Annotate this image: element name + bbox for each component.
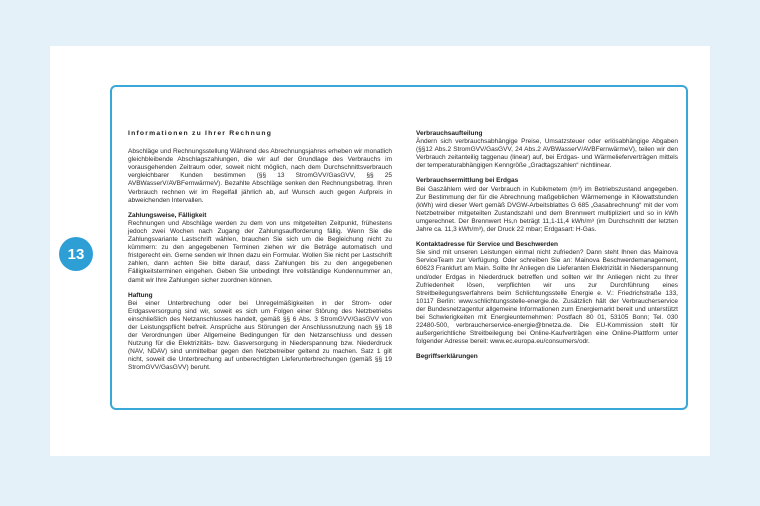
section-begriffserklaerungen [416, 353, 678, 361]
section-heading: Verbrauchsaufteilung [416, 130, 483, 137]
section-body: Ändern sich verbrauchsabhängige Preise, Umsatzsteuer oder erlösabhängige Abgaben (§§12 Abs.2 StromGVV/GasGVV, 24 Abs.2 AVBWasserV/AVBFernwärmeV), teilen wir den Verbrauch zeitanteilig taggenau (linear) auf, bei Erdgas- und Wärmelieferverträgen mittels der temperaturabhängigen Kenngröße „Gradtagszahlen“ nichtlinear. [416, 138, 678, 170]
section-heading: Verbrauchsermittlung bei Erdgas [416, 177, 519, 185]
section-haftung [128, 292, 392, 373]
section-heading: Haftung [128, 291, 153, 299]
section-body: Rechnungen und Abschläge werden zu dem von uns mitgeteilten Zeitpunkt, frühestens jedoch zwei Wochen nach Zugang der Zahlungsaufforderung fällig. Wenn Sie die Zahlungsvariante Lastschrift wählen, brauchen Sie sich um die Begleichung nicht zu kümmern: zu den angegebenen Terminen ziehen wir die Beträge automatisch und fristgerecht ein. Gerne senden wir Ihnen dazu ein Formular. Wollen Sie nicht per Lastschrift zahlen, dann achten Sie bitte darauf, dass Zahlungen bis zu den angegebenen Fälligkeitsterminen eingehen. Geben Sie unbedingt Ihre vollständige Kundennummer an, damit wir Ihre Zahlungen sicher zuordnen können. [128, 219, 392, 284]
page-number-badge: 13 [59, 237, 93, 271]
right-column [416, 130, 678, 368]
section-heading: Zahlungsweise, Fälligkeit [128, 211, 207, 219]
document-title: Informationen zu Ihrer Rechnung [128, 130, 273, 137]
section-abschlaege [128, 148, 392, 205]
section-kontaktadresse [416, 241, 678, 346]
section-heading: Begriffserklärungen [416, 353, 478, 361]
section-body: Abschläge und Rechnungsstellung Während des Abrechnungsjahres erheben wir monatlich gleichbleibende Abschlagszahlungen, die wir auf der Grundlage des Verbrauchs im vorausgehenden Zeitraum oder, soweit nicht möglich, nach dem Durchschnittsverbrauch vergleichbarer Kunden bestimmen (§§ 13 StromGVV/GasGVV, §§ 25 AVBWasserV/AVBFernwärmeV). Bezahlte Abschläge senken den Rechnungsbetrag. Ihren Verbrauch rechnen wir im Regelfall jährlich ab, auf Wunsch auch gegen Aufpreis in abweichenden Intervallen. [128, 148, 392, 204]
document-frame [110, 85, 688, 410]
section-body: Sie sind mit unseren Leistungen einmal nicht zufrieden? Dann steht Ihnen das Mainova ServiceTeam zur Verfügung. Oder schreiben Sie an: Mainova Beschwerdemanagement, 60623 Frankfurt am Main. Sollte Ihr Anliegen die Lieferanten Elektrizität in Niederspannung und/oder Erdgas in Niederdruck betreffen und sollten wir Ihr Anliegen nicht zu Ihrer Zufriedenheit lösen, verpflichten wir uns zur Durchführung eines Streitbeilegungsverfahrens beim Schlichtungsstelle Energie e. V.: Friedrichstraße 133, 10117 Berlin: www.schlichtungsstelle-energie.de. Zusätzlich hält der Verbraucherservice der Bundesnetzagentur allgemeine Informationen zum Energiemarkt bereit und unterstützt bei Schwierigkeiten mit Energieunternehmen: Postfach 80 01, 53105 Bonn; Tel. 030 22480-500, verbraucherservice-energie@bnetza.de. Die EU-Kommission stellt für außergerichtliche Streitbeilegung bei Online-Kaufverträgen eine Online-Plattform unter folgender Adresse bereit: www.ec.europa.eu/consumers/odr. [416, 249, 678, 346]
section-heading: Kontaktadresse für Service und Beschwerden [416, 241, 558, 249]
section-verbrauchsermittlung [416, 177, 678, 234]
left-column [128, 130, 392, 380]
section-body: Bei Gaszählern wird der Verbrauch in Kubikmetern (m³) im Betriebszustand angegeben. Zur Bestimmung der für die Abrechnung maßgeblichen Wärmemenge in Kilowattstunden (kWh) wird dieser Wert gemäß DVGW-Arbeitsblattes G 685 „Gasabrechnung“ mit der vom Netzbetreiber mitgeteilten Zustandszahl und dem Brennwert multipliziert und so in kWh umgerechnet. Der Brennwert Hs,n beträgt 11,1-11,4 kWh/m³ (im Durchschnitt der letzten Jahre ca. 11,3 kWh/m³), der Druck 22 mbar; Erdgasart: H-Gas. [416, 185, 678, 234]
section-verbrauchsaufteilung [416, 130, 678, 170]
section-zahlungsweise [128, 212, 392, 285]
section-body: Bei einer Unterbrechung oder bei Unregelmäßigkeiten in der Strom- oder Erdgasversorgung sind wir, soweit es sich um Folgen einer Störung des Netzbetriebs einschließlich des Netzanschlusses handelt, gemäß §§ 6 Abs. 3 StromGVV/GasGVV von der Leistungspflicht befreit. Ansprüche aus Störungen der Anschlussnutzung nach §§ 18 der Verordnungen über Allgemeine Bedingungen für den Netzanschluss und dessen Nutzung für die Elektrizitäts- bzw. Gasversorgung in Niederspannung bzw. Niederdruck (NAV, NDAV) sind unmittelbar gegen den Netzbetreiber geltend zu machen. Satz 1 gilt nicht, soweit die Unterbrechung auf unberechtigten Lieferunterbrechungen (gemäß §§ 19 StromGVV/GasGVV) beruht. [128, 299, 392, 372]
